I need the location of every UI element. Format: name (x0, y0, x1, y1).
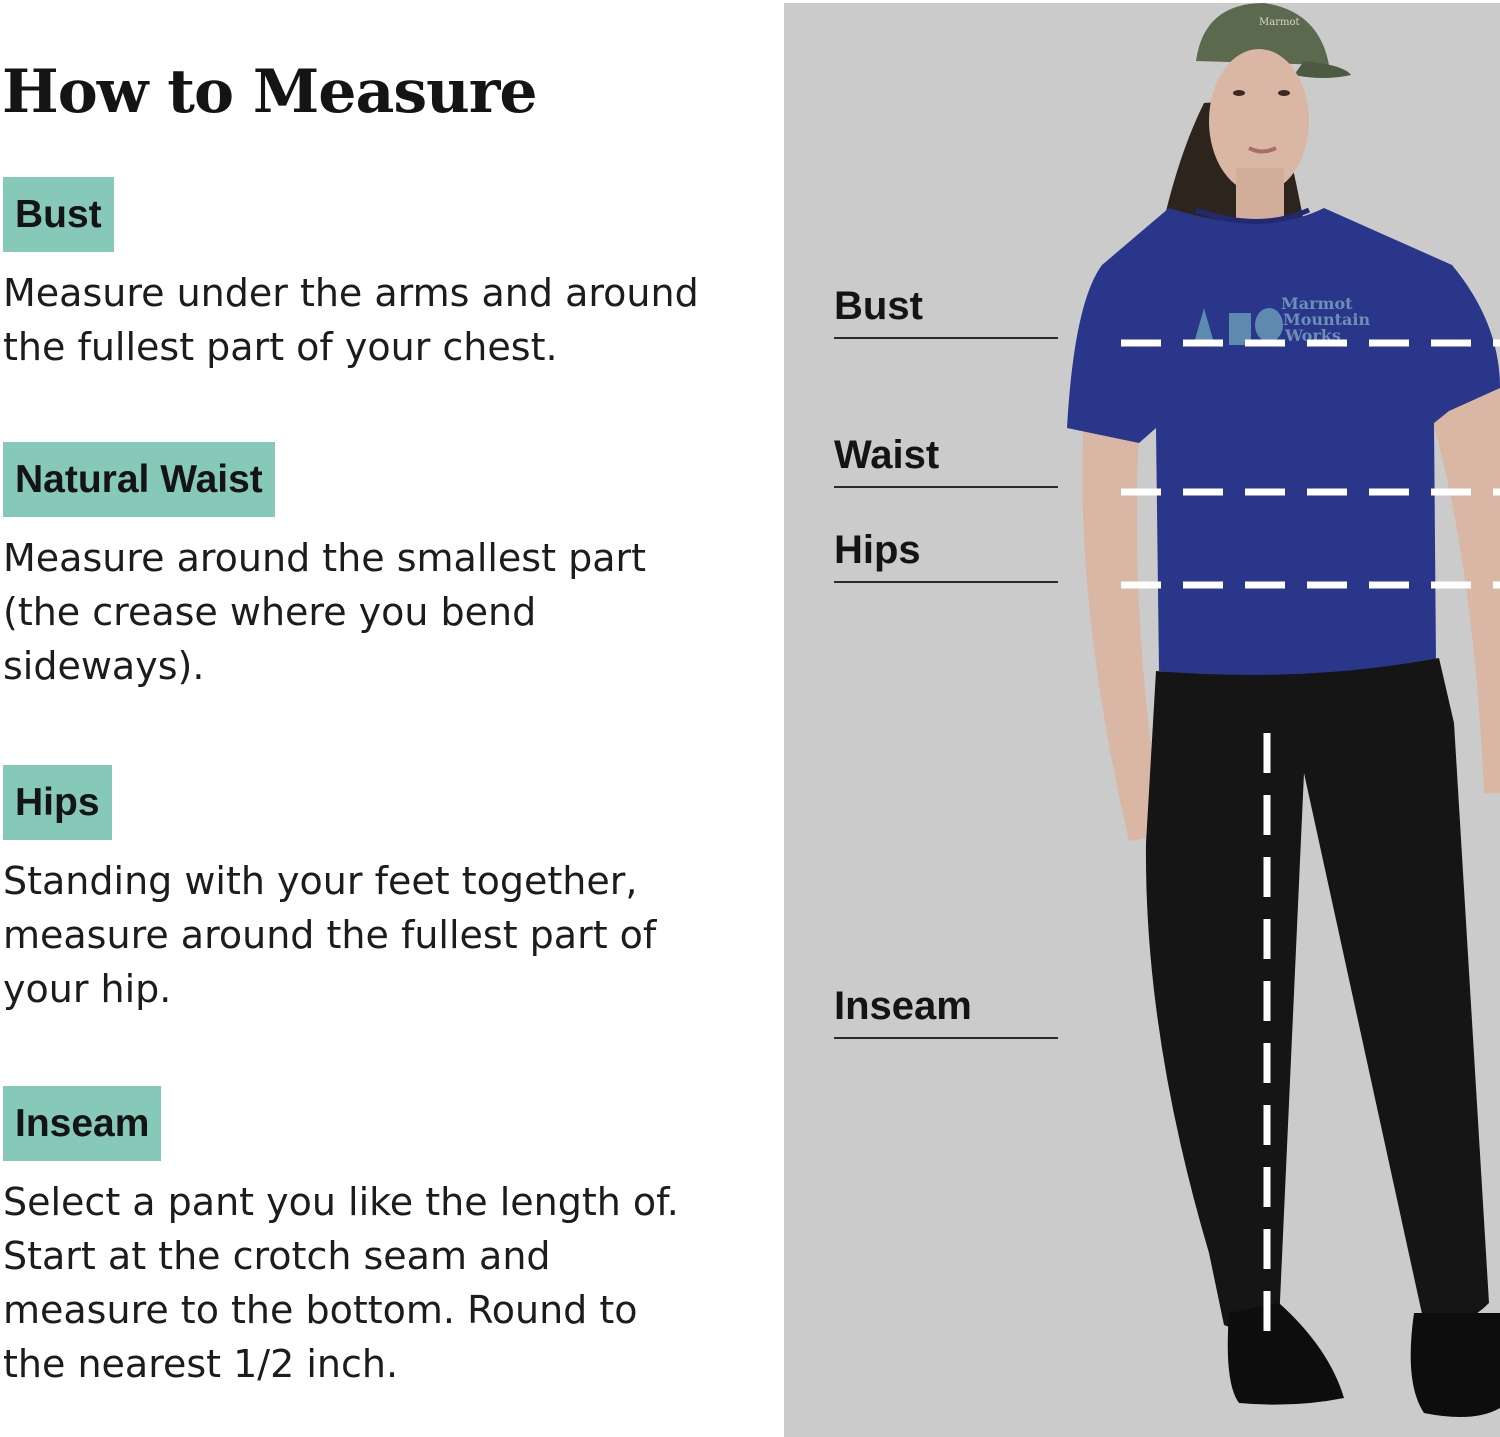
model-illustration (784, 3, 1500, 1437)
cap-brim (1294, 61, 1351, 78)
shirt-print-line: Works (1285, 326, 1341, 345)
shirt-print-line: Marmot (1281, 294, 1353, 313)
section-description: Measure around the smallest part (the crease where you bend sideways). (3, 536, 647, 688)
right-shoe-shape (1411, 1313, 1500, 1417)
left-shoe-shape (1228, 1303, 1344, 1405)
section-natural-waist (3, 442, 646, 693)
model-measurement-diagram (784, 3, 1500, 1437)
section-heading: Natural Waist (3, 442, 275, 517)
section-bust (3, 177, 699, 374)
waist-label: Waist (834, 432, 1058, 488)
pants-shape (1146, 658, 1489, 1331)
section-description: Measure under the arms and around the fullest part of your chest. (3, 271, 699, 369)
section-heading: Bust (3, 177, 114, 252)
cap-logo: Marmot (1259, 17, 1300, 28)
page-title: How to Measure (2, 57, 537, 127)
bust-label: Bust (834, 283, 1058, 339)
section-hips (3, 765, 656, 1016)
section-heading: Inseam (3, 1086, 161, 1161)
section-description: Standing with your feet together, measure around the fullest part of your hip. (3, 859, 657, 1011)
shirt-print-line: Mountain (1283, 310, 1371, 329)
section-description: Select a pant you like the length of. Start at the crotch seam and measure to the bottom. Round to the nearest 1/2 inch. (3, 1180, 679, 1386)
inseam-label: Inseam (834, 983, 1058, 1039)
section-heading: Hips (3, 765, 112, 840)
section-inseam (3, 1086, 679, 1391)
hips-label: Hips (834, 527, 1058, 583)
